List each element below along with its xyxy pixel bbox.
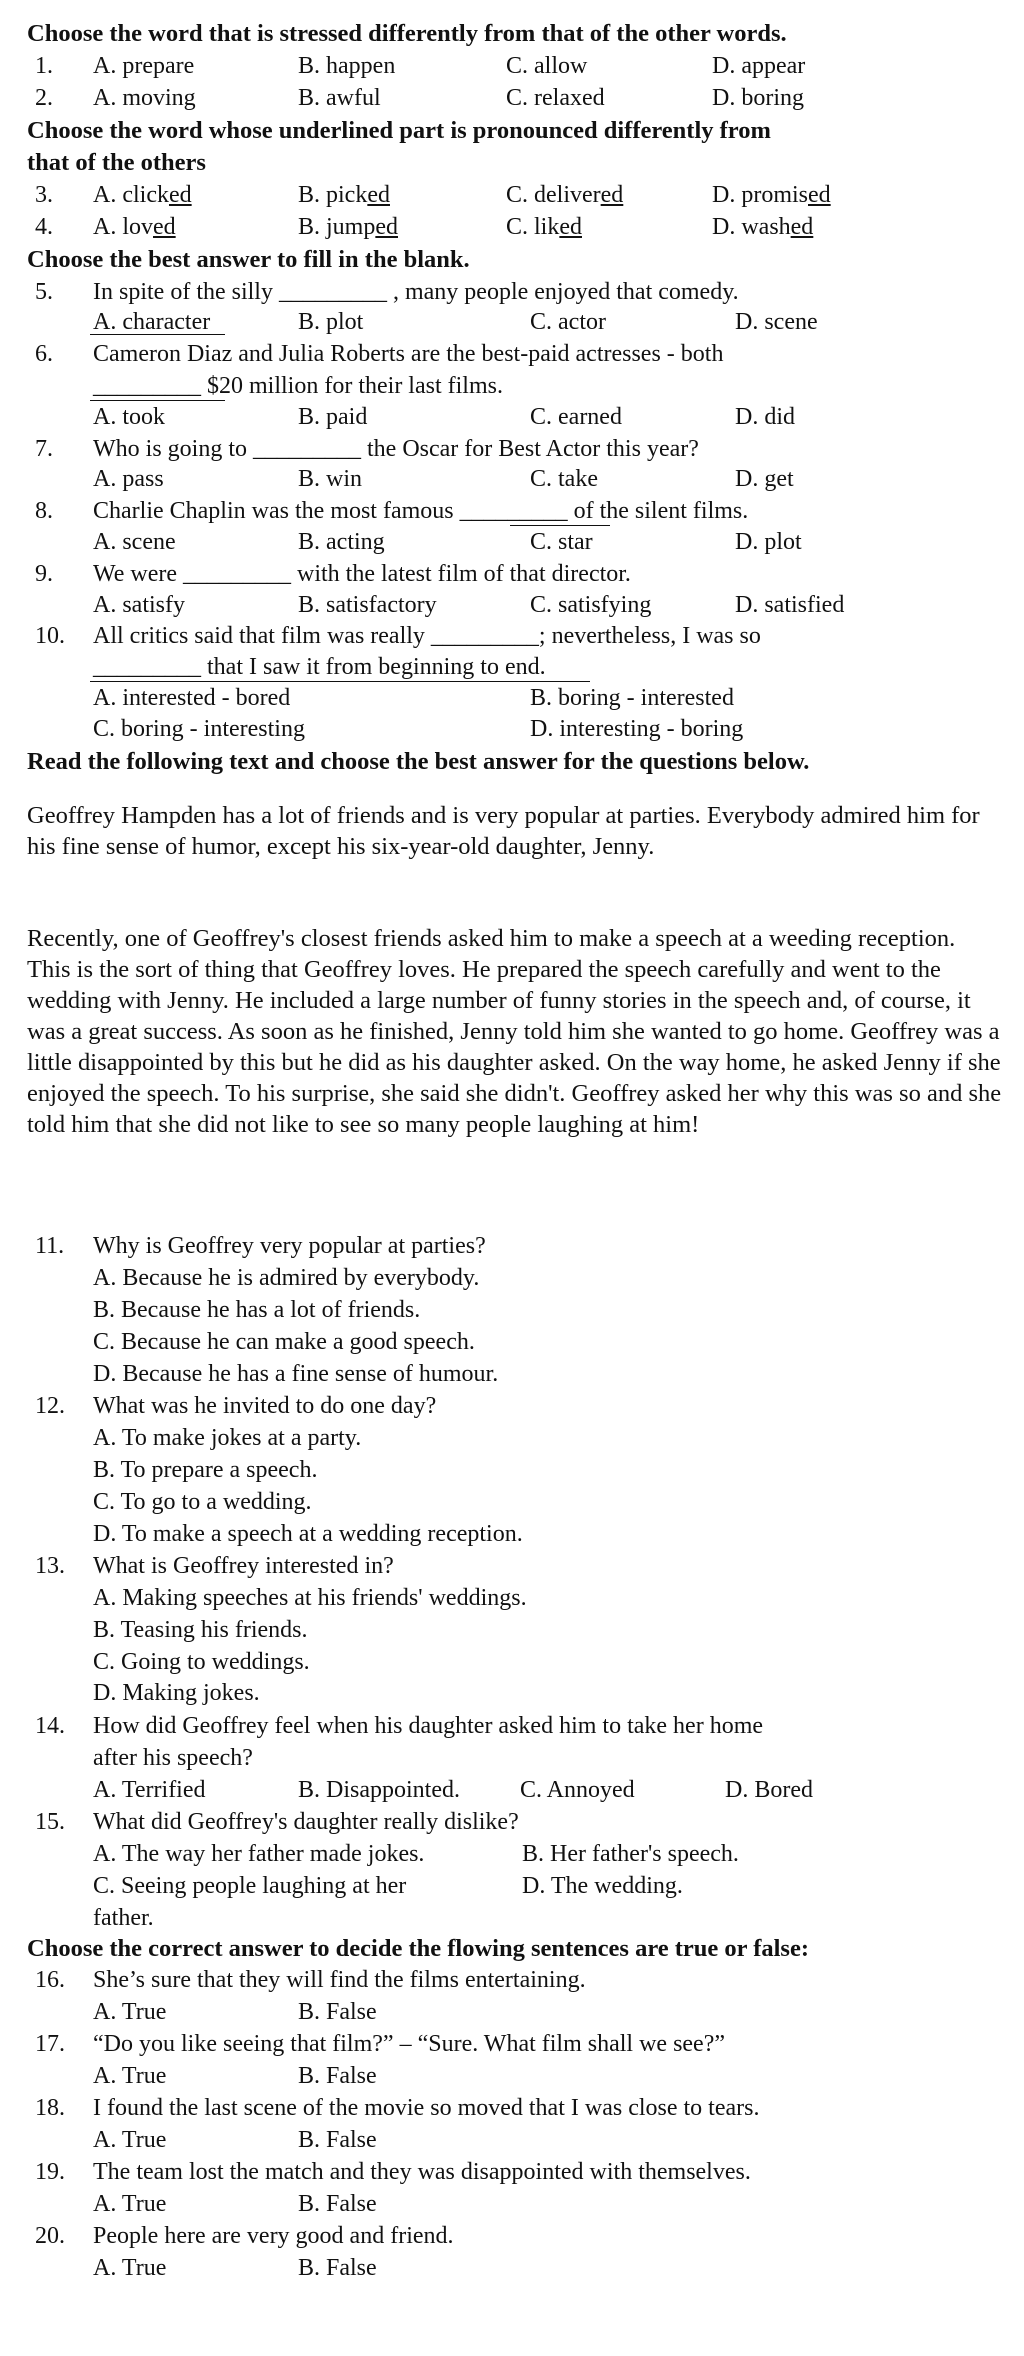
question-stem: What is Geoffrey interested in? <box>93 1553 394 1579</box>
question-number: 6. <box>35 341 53 367</box>
question-number: 8. <box>35 498 53 524</box>
option-b: B. boring - interested <box>530 685 734 711</box>
answer-blank: _________ <box>253 436 361 462</box>
option-d: D. To make a speech at a wedding reception. <box>93 1521 523 1547</box>
option-c: C. relaxed <box>506 85 605 111</box>
option-true: A. True <box>93 2191 167 2217</box>
option-d: D. boring <box>712 85 804 111</box>
option-c: C. take <box>530 466 598 492</box>
question-stem: What did Geoffrey's daughter really dislike? <box>93 1809 519 1835</box>
option-a: A. loved <box>93 214 176 240</box>
option-b: B. Disappointed. <box>298 1777 460 1803</box>
option-d: D. appear <box>712 53 806 79</box>
underlined-part: ed <box>600 182 624 208</box>
question-number: 3. <box>35 182 53 208</box>
option-a: A. satisfy <box>93 592 185 618</box>
option-c: C. earned <box>530 404 622 430</box>
underlined-part: ed <box>790 214 814 240</box>
option-b: B. Her father's speech. <box>522 1841 739 1867</box>
option-b: B. satisfactory <box>298 592 437 618</box>
option-d: D. Bored <box>725 1777 813 1803</box>
option-c: C. boring - interesting <box>93 716 305 742</box>
underlined-part: ed <box>367 182 390 208</box>
question-number: 4. <box>35 214 53 240</box>
section-heading-stress: Choose the word that is stressed differently from that of the other words. <box>27 20 787 47</box>
option-a: A. The way her father made jokes. <box>93 1841 425 1867</box>
answer-blank: _________ <box>459 498 568 524</box>
option-a: A. character <box>93 309 211 335</box>
option-c: C. liked <box>506 214 582 240</box>
option-c: C. Going to weddings. <box>93 1649 310 1675</box>
option-d: D. The wedding. <box>522 1873 683 1899</box>
option-false: B. False <box>298 2127 377 2153</box>
option-d: D. plot <box>735 529 802 555</box>
option-a: A. moving <box>93 85 196 111</box>
option-d: D. washed <box>712 214 814 240</box>
option-a: A. Terrified <box>93 1777 206 1803</box>
option-c: C. allow <box>506 53 588 79</box>
option-a: A. scene <box>93 529 176 555</box>
rule-line <box>90 400 225 401</box>
option-a: A. Because he is admired by everybody. <box>93 1265 480 1291</box>
option-a: A. pass <box>93 466 164 492</box>
section-heading-fill-blank: Choose the best answer to fill in the blank. <box>27 246 470 273</box>
question-stem: I found the last scene of the movie so moved that I was close to tears. <box>93 2095 760 2121</box>
option-b: B. awful <box>298 85 381 111</box>
question-number: 11. <box>35 1233 65 1259</box>
underlined-part: ed <box>168 182 192 208</box>
answer-blank: _________ <box>93 654 201 680</box>
question-number: 14. <box>35 1713 65 1739</box>
question-number: 9. <box>35 561 53 587</box>
option-b: B. paid <box>298 404 368 430</box>
question-stem: We were _________ with the latest film of that director. <box>93 561 631 587</box>
option-c: C. satisfying <box>530 592 652 618</box>
question-stem: Who is going to _________ the Oscar for Best Actor this year? <box>93 436 699 462</box>
passage-paragraph-1: Geoffrey Hampden has a lot of friends and is very popular at parties. Everybody admired him for his fine sense of humor, except his six-year-old daughter, Jenny. <box>27 802 980 860</box>
option-b: B. happen <box>298 53 396 79</box>
answer-blank: _________ <box>93 373 201 399</box>
underlined-part: ed <box>153 214 176 240</box>
option-a: A. interested - bored <box>93 685 291 711</box>
question-stem: What was he invited to do one day? <box>93 1393 437 1419</box>
question-stem: The team lost the match and they was disappointed with themselves. <box>93 2159 751 2185</box>
option-a: A. To make jokes at a party. <box>93 1425 362 1451</box>
question-number: 18. <box>35 2095 65 2121</box>
section-heading-reading: Read the following text and choose the best answer for the questions below. <box>27 748 810 775</box>
option-d: D. interesting - boring <box>530 716 744 742</box>
question-stem: All critics said that film was really _________; nevertheless, I was so <box>93 623 761 649</box>
option-d: D. scene <box>735 309 818 335</box>
answer-blank: _________ <box>430 623 539 649</box>
option-d: D. Because he has a fine sense of humour. <box>93 1361 499 1387</box>
question-number: 16. <box>35 1967 65 1993</box>
option-false: B. False <box>298 2255 377 2281</box>
option-b: B. Teasing his friends. <box>93 1617 308 1643</box>
option-b: B. Because he has a lot of friends. <box>93 1297 421 1323</box>
question-stem: “Do you like seeing that film?” – “Sure. What film shall we see?” <box>93 2031 726 2057</box>
option-d: D. promised <box>712 182 831 208</box>
option-false: B. False <box>298 1999 377 2025</box>
option-false: B. False <box>298 2191 377 2217</box>
option-c: C. Seeing people laughing at her <box>93 1873 407 1899</box>
option-true: A. True <box>93 1999 167 2025</box>
rule-line <box>90 334 225 335</box>
question-number: 19. <box>35 2159 65 2185</box>
question-number: 1. <box>35 53 53 79</box>
option-c: C. Because he can make a good speech. <box>93 1329 475 1355</box>
question-stem: Cameron Diaz and Julia Roberts are the best-paid actresses - both <box>93 341 724 367</box>
rule-line <box>510 525 610 526</box>
question-number: 20. <box>35 2223 65 2249</box>
option-c: C. To go to a wedding. <box>93 1489 312 1515</box>
question-stem-cont: after his speech? <box>93 1745 253 1771</box>
section-heading-pronunciation: Choose the word whose underlined part is pronounced differently from <box>27 117 771 144</box>
option-c: C. star <box>530 529 593 555</box>
option-b: B. To prepare a speech. <box>93 1457 318 1483</box>
option-b: B. picked <box>298 182 390 208</box>
question-number: 13. <box>35 1553 65 1579</box>
underlined-part: ed <box>559 214 582 240</box>
option-b: B. jumped <box>298 214 398 240</box>
underlined-part: ed <box>375 214 398 240</box>
option-d: D. did <box>735 404 795 430</box>
option-d: D. satisfied <box>735 592 845 618</box>
option-a: A. took <box>93 404 165 430</box>
option-true: A. True <box>93 2127 167 2153</box>
option-c: C. Annoyed <box>520 1777 635 1803</box>
answer-blank: _________ <box>278 279 387 305</box>
section-heading-true-false: Choose the correct answer to decide the flowing sentences are true or false: <box>27 1935 810 1962</box>
question-stem-cont: _________ $20 million for their last films. <box>93 373 503 399</box>
option-b: B. win <box>298 466 363 492</box>
question-number: 17. <box>35 2031 65 2057</box>
option-c: C. delivered <box>506 182 624 208</box>
question-number: 5. <box>35 279 53 305</box>
option-true: A. True <box>93 2063 167 2089</box>
option-a: A. Making speeches at his friends' weddings. <box>93 1585 527 1611</box>
underlined-part: ed <box>808 182 831 208</box>
passage-paragraph-2: Recently, one of Geoffrey's closest friends asked him to make a speech at a weeding reception. This is the sort of thing that Geoffrey loves. He prepared the speech carefully and went to the wedding with Jenny. He included a large number of funny stories in the speech and, of course, it was a great success. As soon as he finished, Jenny told him she wanted to go home. Geoffrey was a little disappointed by this but he did as his daughter asked. On the way home, he asked Jenny if she enjoyed the speech. To his surprise, she said she didn't. Geoffrey asked her why this was so and she told him that she did not like to see so many people laughing at him! <box>27 925 1002 1138</box>
question-number: 7. <box>35 436 53 462</box>
option-true: A. True <box>93 2255 167 2281</box>
option-d: D. get <box>735 466 794 492</box>
option-a: A. prepare <box>93 53 195 79</box>
question-stem: How did Geoffrey feel when his daughter asked him to take her home <box>93 1713 764 1739</box>
option-a: A. clicked <box>93 182 192 208</box>
question-number: 12. <box>35 1393 65 1419</box>
option-false: B. False <box>298 2063 377 2089</box>
question-stem-cont: _________ that I saw it from beginning to end. <box>93 654 546 680</box>
section-heading-pronunciation-cont: that of the others <box>27 149 206 176</box>
option-c: C. actor <box>530 309 606 335</box>
rule-line <box>90 681 590 682</box>
question-stem: In spite of the silly _________ , many people enjoyed that comedy. <box>93 279 739 305</box>
question-stem: Why is Geoffrey very popular at parties? <box>93 1233 486 1259</box>
answer-blank: _________ <box>183 561 292 587</box>
question-number: 15. <box>35 1809 65 1835</box>
question-stem: People here are very good and friend. <box>93 2223 454 2249</box>
option-d: D. Making jokes. <box>93 1680 260 1706</box>
question-stem: Charlie Chaplin was the most famous _________ of the silent films. <box>93 498 749 524</box>
option-b: B. acting <box>298 529 385 555</box>
option-b: B. plot <box>298 309 364 335</box>
option-c-cont: father. <box>93 1905 154 1931</box>
question-number: 2. <box>35 85 53 111</box>
question-stem: She’s sure that they will find the films entertaining. <box>93 1967 586 1993</box>
question-number: 10. <box>35 623 65 649</box>
